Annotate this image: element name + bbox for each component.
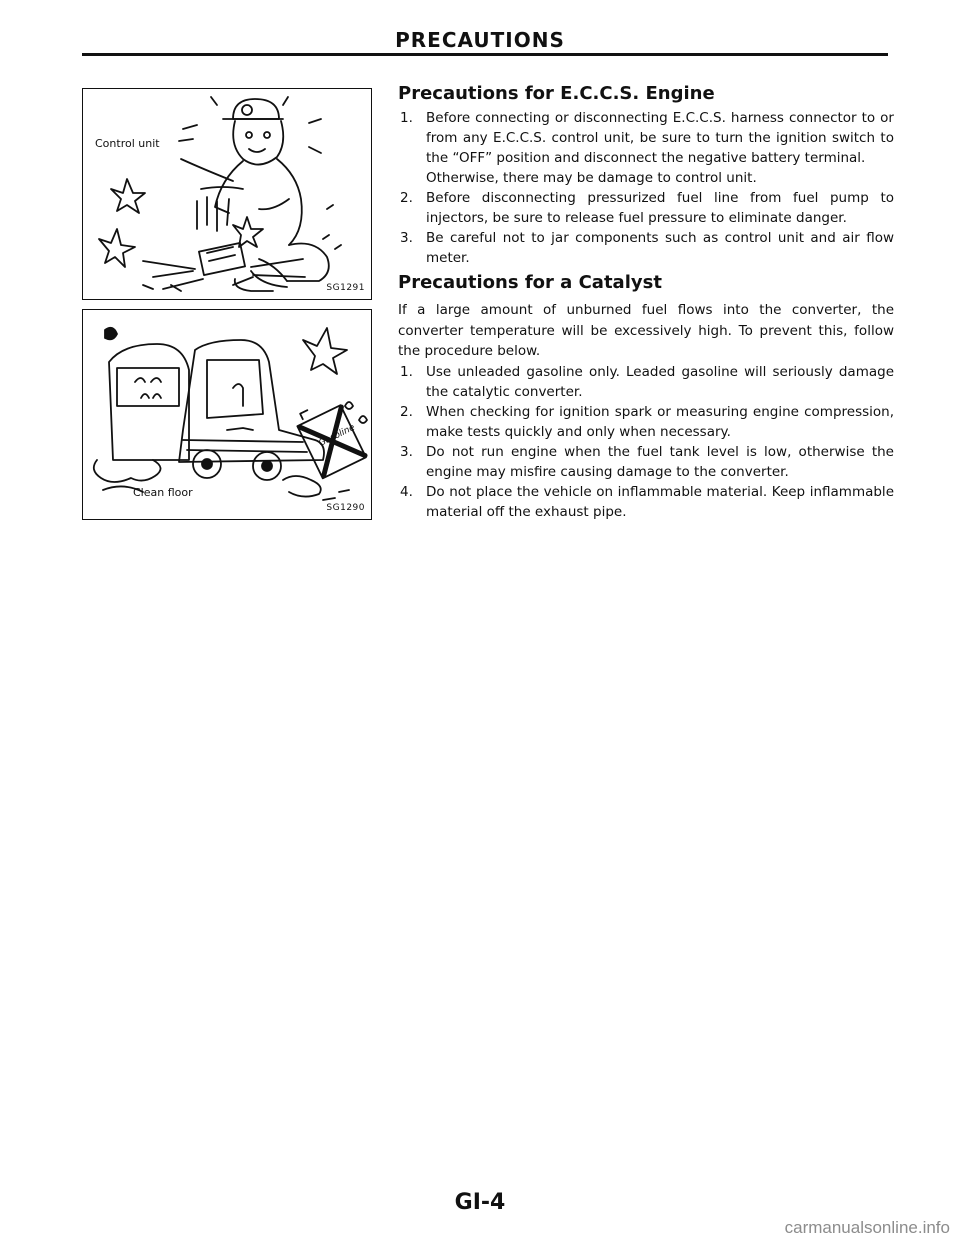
- list-item-text: When checking for ignition spark or measuring engine compression, make tests quickly and only when necessary.: [426, 403, 894, 440]
- list-item-text: Be careful not to jar components such as control unit and air flow meter.: [426, 230, 894, 266]
- list-item-number: 3.: [400, 443, 413, 460]
- list-item-number: 1.: [400, 110, 413, 126]
- list-item: [398, 362, 894, 402]
- gasoline-can-label: Gasoline: [317, 422, 357, 449]
- catalyst-intro-paragraph: If a large amount of unburned fuel flows into the converter, the converter temperature will be excessively high. To prevent this, follow the procedure below.: [398, 302, 894, 359]
- list-item-text: Do not run engine when the fuel tank level is low, otherwise the engine may misfire causing damage to the converter.: [426, 443, 894, 480]
- header-rule: [82, 53, 888, 56]
- list-item: [398, 108, 894, 188]
- figure-clean-floor: [82, 309, 372, 520]
- list-item-number: 4.: [400, 483, 413, 500]
- list-item-text: Otherwise, there may be damage to control unit.: [426, 170, 757, 186]
- list-item-text: Before connecting or disconnecting E.C.C.S. harness connector to or from any E.C.C.S. control unit, be sure to turn the ignition switch to the “OFF” position and disconnect the negative battery terminal.: [426, 110, 894, 166]
- list-item-text: Use unleaded gasoline only. Leaded gasoline will seriously damage the catalytic converter.: [426, 363, 894, 400]
- figure-code-sg1290: SG1290: [326, 503, 365, 513]
- list-item-text: Do not place the vehicle on inflammable material. Keep inflammable material off the exhaust pipe.: [426, 483, 894, 520]
- list-item-text: Before disconnecting pressurized fuel line from fuel pump to injectors, be sure to release fuel pressure to eliminate danger.: [426, 190, 894, 226]
- list-item: [398, 402, 894, 442]
- list-item-number: 2.: [400, 403, 413, 420]
- section-title-catalyst: Precautions for a Catalyst: [398, 272, 662, 293]
- list-item: [398, 188, 894, 228]
- watermark-text: carmanualsonline.info: [784, 1218, 950, 1237]
- figure-caption-control-unit: Control unit: [95, 137, 160, 150]
- list-item-number: 3.: [400, 230, 413, 246]
- figure-code-sg1291: SG1291: [326, 283, 365, 293]
- list-item-number: 1.: [400, 363, 413, 380]
- eccs-precaution-list: [398, 108, 894, 268]
- section-title-eccs-engine: Precautions for E.C.C.S. Engine: [398, 83, 715, 104]
- list-item-number: 2.: [400, 190, 413, 206]
- figure-caption-clean-floor: Clean floor: [133, 486, 193, 499]
- mechanic-dropping-unit-illustration: [83, 89, 371, 299]
- list-item: [398, 228, 894, 268]
- page-number: GI-4: [454, 1190, 506, 1215]
- figure-control-unit: [82, 88, 372, 300]
- car-clean-floor-illustration: [83, 310, 371, 519]
- page-header: PRECAUTIONS: [395, 28, 565, 52]
- list-item: [398, 442, 894, 482]
- list-item: [398, 482, 894, 522]
- catalyst-precaution-list: [398, 362, 894, 522]
- page-content: [398, 82, 894, 522]
